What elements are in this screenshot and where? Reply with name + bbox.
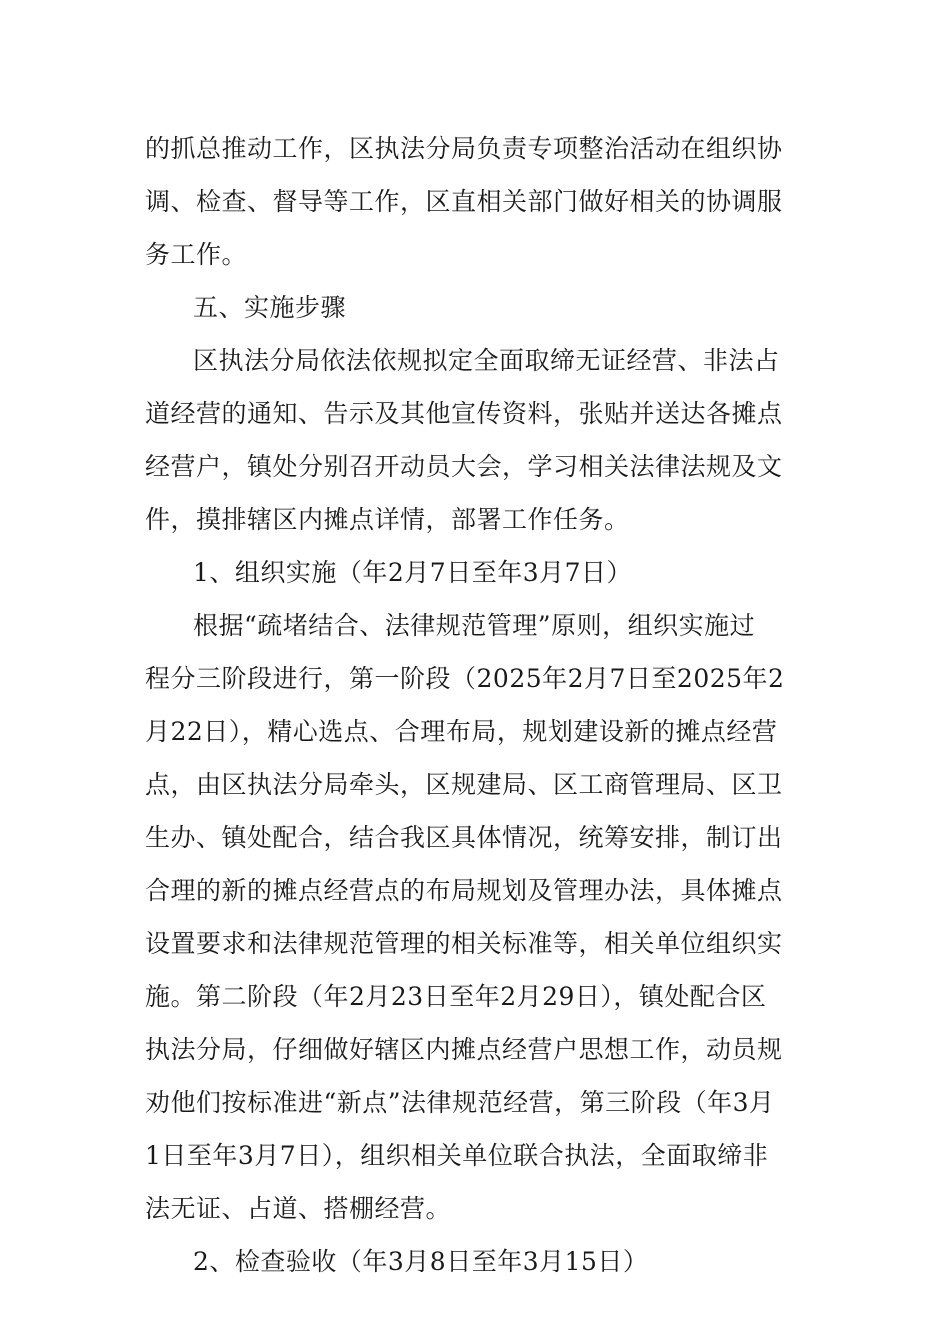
text-line: 劝他们按标准进“新点”法律规范经营，第三阶段（年3月 [145,1088,775,1117]
section-heading: 五、实施步骤 [193,293,347,322]
text-line: 的抓总推动工作，区执法分局负责专项整治活动在组织协 [145,134,783,163]
text-line: 生办、镇处配合，结合我区具体情况，统筹安排，制订出 [145,823,783,852]
text-line: 施。第二阶段（年2月23日至年2月29日），镇处配合区 [145,982,767,1011]
text-line: 根据“疏堵结合、法律规范管理”原则，组织实施过 [193,611,756,640]
subsection-heading: 1、组织实施（年2月7日至年3月7日） [193,558,633,587]
text-line: 1日至年3月7日），组织相关单位联合执法，全面取缔非 [145,1141,769,1170]
text-line: 执法分局，仔细做好辖区内摊点经营户思想工作，动员规 [145,1035,783,1064]
text-line: 点，由区执法分局牵头，区规建局、区工商管理局、区卫 [145,770,783,799]
text-line: 区执法分局依法依规拟定全面取缔无证经营、非法占 [193,346,780,375]
subsection-heading: 2、检查验收（年3月8日至年3月15日） [193,1247,649,1276]
text-line: 设置要求和法律规范管理的相关标准等，相关单位组织实 [145,929,783,958]
text-line: 经营户，镇处分别召开动员大会，学习相关法律法规及文 [145,452,783,481]
document-body [145,122,807,1288]
text-line: 程分三阶段进行，第一阶段（2025年2月7日至2025年2 [145,664,785,693]
text-line: 道经营的通知、告示及其他宣传资料，张贴并送达各摊点 [145,399,783,428]
text-line: 合理的新的摊点经营点的布局规划及管理办法，具体摊点 [145,876,783,905]
text-line: 法无证、占道、搭棚经营。 [145,1194,452,1223]
text-line: 调、检查、督导等工作，区直相关部门做好相关的协调服 [145,187,783,216]
text-line: 件，摸排辖区内摊点详情，部署工作任务。 [145,505,630,534]
text-line: 月22日），精心选点、合理布局，规划建设新的摊点经营 [145,717,778,746]
text-line: 务工作。 [145,240,248,269]
